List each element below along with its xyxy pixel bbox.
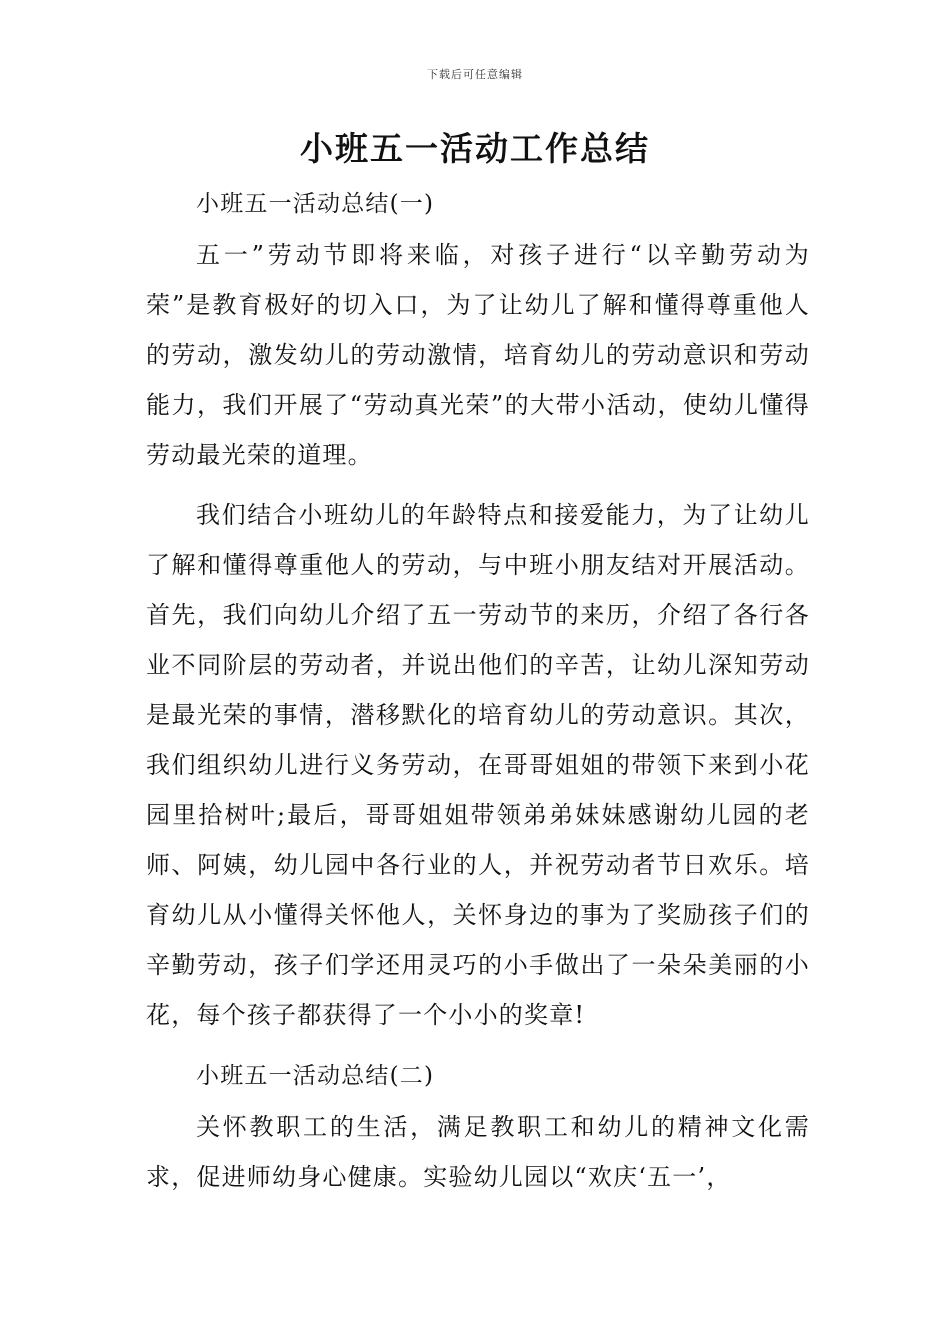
paragraph-1-1: 五一”劳动节即将来临，对孩子进行“以辛勤劳动为荣”是教育极好的切入口，为了让幼儿了解和懂得尊重他人的劳动，激发幼儿的劳动激情，培育幼儿的劳动意识和劳动能力，我们开展了“劳动真光荣”的大带小活动，使幼儿懂得劳动最光荣的道理。 [146, 241, 810, 469]
paragraph-2-1: 关怀教职工的生活，满足教职工和幼儿的精神文化需求，促进师幼身心健康。实验幼儿园以“欢庆‘五一’， [146, 1113, 810, 1191]
document-body [146, 178, 810, 1202]
section-heading-1: 小班五一活动总结(一) [196, 191, 435, 217]
document-title: 小班五一活动工作总结 [300, 129, 650, 168]
page-header-note: 下载后可任意编辑 [427, 68, 523, 81]
paragraph-1-2: 我们结合小班幼儿的年龄特点和接爱能力，为了让幼儿了解和懂得尊重他人的劳动，与中班小朋友结对开展活动。首先，我们向幼儿介绍了五一劳动节的来历，介绍了各行各业不同阶层的劳动者，并说出他们的辛苦，让幼儿深知劳动是最光荣的事情，潜移默化的培育幼儿的劳动意识。其次，我们组织幼儿进行义务劳动，在哥哥姐姐的带领下来到小花园里拾树叶;最后，哥哥姐姐带领弟弟妹妹感谢幼儿园的老师、阿姨，幼儿园中各行业的人，并祝劳动者节日欢乐。培育幼儿从小懂得关怀他人，关怀身边的事为了奖励孩子们的辛勤劳动，孩子们学还用灵巧的小手做出了一朵朵美丽的小花，每个孩子都获得了一个小小的奖章! [146, 501, 810, 1029]
section-heading-2: 小班五一活动总结(二) [196, 1063, 435, 1089]
